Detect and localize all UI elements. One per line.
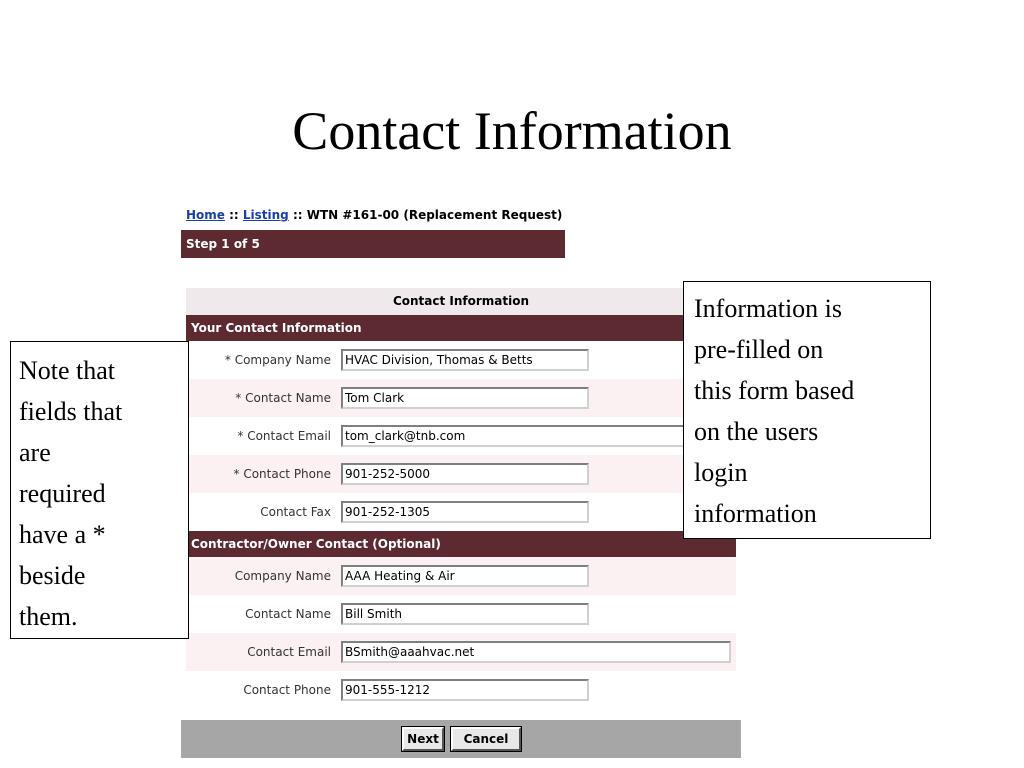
row-contact-fax	[186, 493, 736, 531]
row-contractor-contact-phone	[186, 671, 736, 709]
contact-fax-input[interactable]: 901-252-1305	[341, 501, 589, 523]
note-line: are	[19, 438, 51, 467]
contact-email-label: * Contact Email	[237, 429, 331, 443]
breadcrumb-listing-link[interactable]: Listing	[242, 208, 289, 222]
step-indicator: Step 1 of 5	[181, 230, 565, 258]
row-contractor-company-name	[186, 557, 736, 595]
contact-name-label: * Contact Name	[235, 391, 331, 405]
note-line: information	[694, 499, 817, 528]
contact-name-input[interactable]: Tom Clark	[341, 387, 589, 409]
button-bar	[181, 720, 741, 758]
contractor-contact-phone-input[interactable]: 901-555-1212	[341, 679, 589, 701]
contact-form	[186, 288, 736, 709]
contractor-company-name-input[interactable]: AAA Heating & Air	[341, 565, 589, 587]
note-line: login	[694, 458, 748, 487]
contractor-contact-phone-label: Contact Phone	[243, 683, 331, 697]
prefill-note	[683, 281, 931, 539]
company-name-label: * Company Name	[224, 353, 331, 367]
row-contractor-contact-name	[186, 595, 736, 633]
breadcrumb-home-link[interactable]: Home	[186, 208, 225, 222]
row-contractor-contact-email	[186, 633, 736, 671]
contractor-contact-name-input[interactable]: Bill Smith	[341, 603, 589, 625]
breadcrumb	[186, 208, 562, 222]
contractor-contact-name-label: Contact Name	[245, 607, 331, 621]
contact-email-input[interactable]: tom_clark@tnb.com	[341, 425, 731, 447]
contractor-contact-email-input[interactable]: BSmith@aaahvac.net	[341, 641, 731, 663]
note-line: have a *	[19, 520, 106, 549]
contact-phone-label: * Contact Phone	[233, 467, 331, 481]
company-name-input[interactable]: HVAC Division, Thomas & Betts	[341, 349, 589, 371]
note-line: them.	[19, 602, 78, 631]
slide-title: Contact Information	[292, 101, 732, 161]
contractor-contact-email-label: Contact Email	[247, 645, 331, 659]
row-contact-phone	[186, 455, 736, 493]
breadcrumb-separator: ::	[224, 208, 243, 222]
note-line: beside	[19, 561, 86, 590]
contact-phone-input[interactable]: 901-252-5000	[341, 463, 589, 485]
section-your-contact: Your Contact Information	[186, 315, 736, 341]
required-fields-note	[10, 341, 189, 639]
row-company-name	[186, 341, 736, 379]
next-button[interactable]: Next	[402, 727, 444, 751]
row-contact-name	[186, 379, 736, 417]
form-header: Contact Information	[186, 288, 736, 315]
note-line: fields that	[19, 397, 123, 426]
cancel-button[interactable]: Cancel	[451, 727, 521, 751]
row-contact-email	[186, 417, 736, 455]
section-contractor-contact: Contractor/Owner Contact (Optional)	[186, 531, 736, 557]
contractor-company-name-label: Company Name	[234, 569, 331, 583]
note-line: Information is	[694, 294, 843, 323]
breadcrumb-separator: ::	[288, 208, 307, 222]
note-line: pre-filled on	[694, 335, 824, 364]
note-line: Note that	[19, 356, 116, 385]
note-line: on the users	[694, 417, 819, 446]
breadcrumb-current: WTN #161-00 (Replacement Request)	[306, 208, 563, 222]
contact-fax-label: Contact Fax	[260, 505, 331, 519]
note-line: this form based	[694, 376, 855, 405]
note-line: required	[19, 479, 106, 508]
